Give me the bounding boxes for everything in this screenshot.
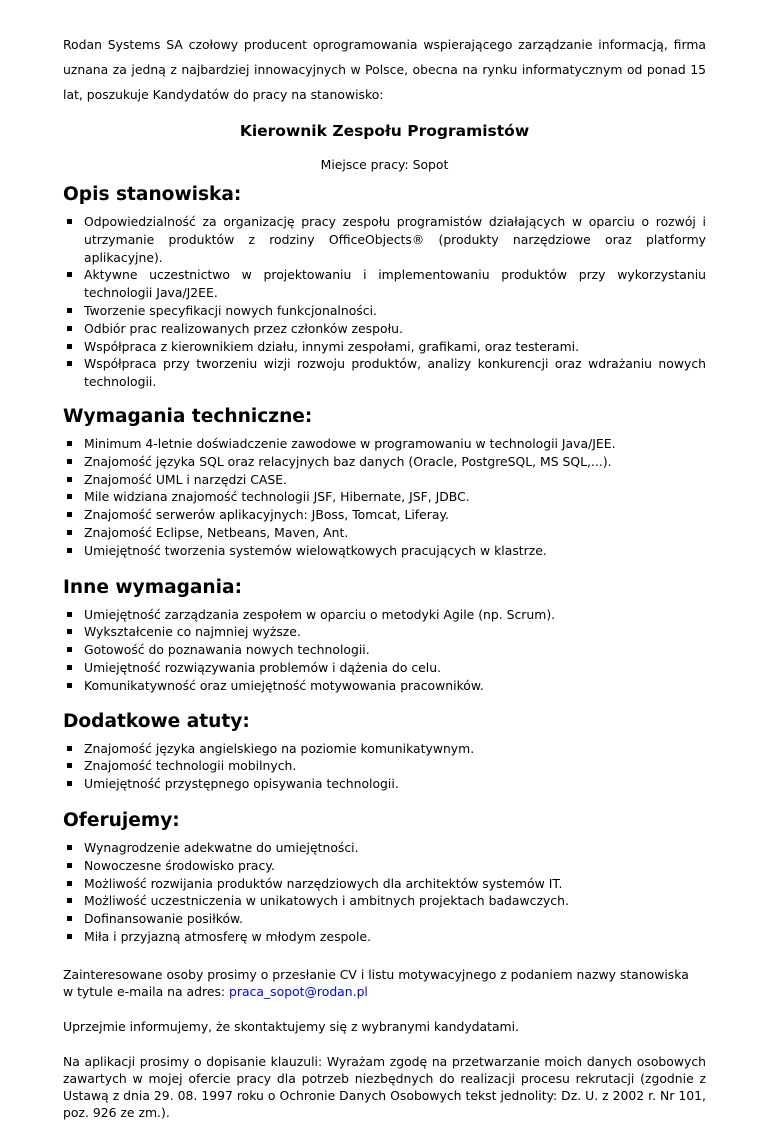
list-item: Znajomość technologii mobilnych.	[84, 757, 706, 775]
list-tech	[63, 435, 706, 560]
email-link[interactable]: praca_sopot@rodan.pl	[229, 983, 368, 999]
list-item: Nowoczesne środowisko pracy.	[84, 857, 706, 875]
list-item: Znajomość Eclipse, Netbeans, Maven, Ant.	[84, 524, 706, 542]
clause-paragraph: Na aplikacji prosimy o dopisanie klauzuli: Wyrażam zgodę na przetwarzanie moich danych osobowych zawartych w mojej ofercie pracy dla potrzeb niezbędnych do realizacji procesu rekrutacji (zgodnie z Ustawą z dnia 29. 08. 1997 roku o Ochronie Danych Osobowych tekst jednolity: Dz. U. z 2002 r. Nr 101, poz. 926 ze zm.).	[63, 1053, 706, 1120]
list-opis	[63, 213, 706, 391]
thanks-paragraph: Uprzejmie informujemy, że skontaktujemy się z wybranymi kandydatami.	[63, 1018, 520, 1034]
list-item: Umiejętność przystępnego opisywania technologii.	[84, 775, 706, 793]
job-location: Miejsce pracy: Sopot	[320, 157, 449, 172]
list-item: Odpowiedzialność za organizację pracy zespołu programistów działających w oparciu o rozwój i utrzymanie produktów z rodziny OfficeObjects® (produkty narzędziowe oraz platformy aplikacyjne).	[84, 214, 706, 265]
list-item: Znajomość serwerów aplikacyjnych: JBoss, Tomcat, Liferay.	[84, 506, 706, 524]
section-heading-oferujemy: Oferujemy:	[63, 809, 180, 831]
list-item: Umiejętność zarządzania zespołem w oparciu o metodyki Agile (np. Scrum).	[84, 606, 706, 624]
list-item: Możliwość rozwijania produktów narzędziowych dla architektów systemów IT.	[84, 875, 706, 893]
list-item: Współpraca z kierownikiem działu, innymi zespołami, grafikami, oraz testerami.	[84, 338, 706, 356]
list-oferujemy	[63, 839, 706, 946]
section-heading-atuty: Dodatkowe atuty:	[63, 710, 250, 732]
list-item: Tworzenie specyfikacji nowych funkcjonalności.	[84, 302, 706, 320]
list-item: Współpraca przy tworzeniu wizji rozwoju produktów, analizy konkurencji oraz wdrażaniu nowych technologii.	[84, 356, 706, 390]
list-item: Dofinansowanie posiłków.	[84, 910, 706, 928]
list-item: Aktywne uczestnictwo w projektowaniu i implementowaniu produktów przy wykorzystaniu technologii Java/J2EE.	[84, 267, 706, 301]
intro-paragraph: Rodan Systems SA czołowy producent oprogramowania wspierającego zarządzanie informacją, firma uznana za jedną z najbardziej innowacyjnych w Polsce, obecna na rynku informatycznym od ponad 15 lat, poszukuje Kandydatów do pracy na stanowisko:	[63, 37, 706, 102]
section-heading-tech: Wymagania techniczne:	[63, 405, 313, 427]
list-item: Mile widziana znajomość technologii JSF, Hibernate, JSF, JDBC.	[84, 488, 706, 506]
list-item: Umiejętność rozwiązywania problemów i dążenia do celu.	[84, 659, 706, 677]
section-heading-inne: Inne wymagania:	[63, 576, 242, 598]
list-atuty	[63, 740, 706, 793]
list-item: Gotowość do poznawania nowych technologii.	[84, 641, 706, 659]
list-item: Możliwość uczestniczenia w unikatowych i ambitnych projektach badawczych.	[84, 892, 706, 910]
section-heading-opis: Opis stanowiska:	[63, 184, 242, 205]
list-item: Wykształcenie co najmniej wyższe.	[84, 623, 706, 641]
list-item: Znajomość języka angielskiego na poziomie komunikatywnym.	[84, 740, 706, 758]
list-item: Komunikatywność oraz umiejętność motywowania pracowników.	[84, 677, 706, 695]
list-item: Odbiór prac realizowanych przez członków zespołu.	[84, 320, 706, 338]
job-title: Kierownik Zespołu Programistów	[239, 122, 530, 140]
contact-line-1: Zainteresowane osoby prosimy o przesłanie CV i listu motywacyjnego z podaniem nazwy stanowiska	[63, 966, 689, 982]
contact-paragraph	[63, 966, 706, 1000]
list-item: Wynagrodzenie adekwatne do umiejętności.	[84, 839, 706, 857]
list-item: Minimum 4-letnie doświadczenie zawodowe w programowaniu w technologii Java/JEE.	[84, 435, 706, 453]
contact-line-2: w tytule e-maila na adres:	[63, 983, 226, 999]
list-inne	[63, 606, 706, 695]
list-item: Znajomość języka SQL oraz relacyjnych baz danych (Oracle, PostgreSQL, MS SQL,...).	[84, 453, 706, 471]
list-item: Znajomość UML i narzędzi CASE.	[84, 471, 706, 489]
list-item: Miła i przyjazną atmosferę w młodym zespole.	[84, 928, 706, 946]
list-item: Umiejętność tworzenia systemów wielowątkowych pracujących w klastrze.	[84, 542, 706, 560]
